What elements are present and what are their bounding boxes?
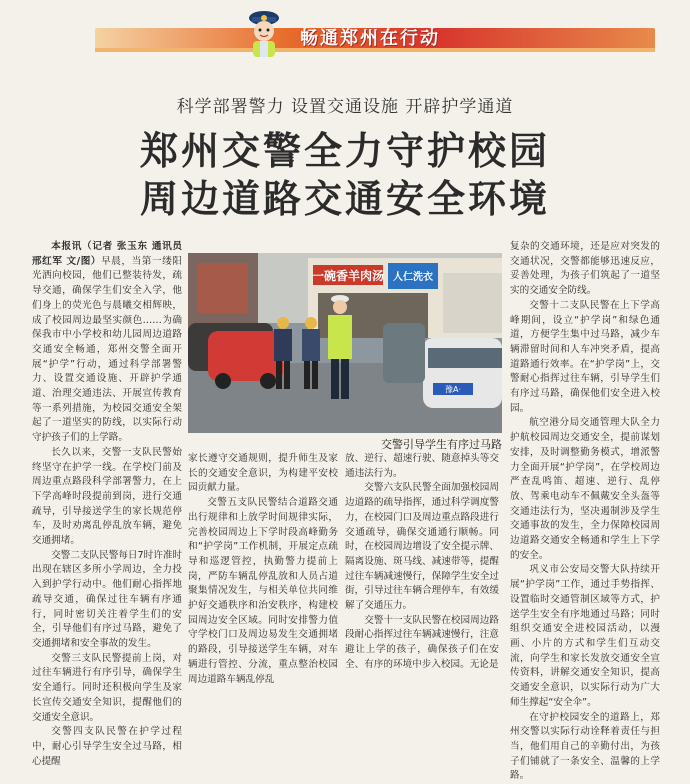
paragraph: 交警二支队民警每日7时许准时出现在辖区多所小学周边，全力投入到护学行动中。他们耐心指挥地疏导交通，确保过往车辆有序通行，同时密切关注着学生们的安全，引导他们有序过马路，避免了交通拥堵和安全事故的发生。 bbox=[32, 549, 182, 652]
shop-sign-2: 人仁洗衣 bbox=[393, 270, 433, 283]
headline-line-2: 周边道路交通安全环境 bbox=[0, 168, 690, 223]
plate-text: 豫A· bbox=[445, 384, 461, 394]
news-photo bbox=[188, 253, 502, 433]
traffic-police-mascot-icon bbox=[238, 6, 290, 58]
paragraph: 在守护校园安全的道路上，郑州交警以实际行动诠释着责任与担当，他们用自己的辛勤付出，为孩子们铺就了一条安全、温馨的上学路。 bbox=[510, 711, 660, 784]
paragraph: 复杂的交通环境，还是应对突发的交通状况，交警都能够迅速反应，妥善处理，为孩子们筑起了一道坚实的交通安全防线。 bbox=[510, 240, 660, 299]
paragraph: 交警十二支队民警在上下学高峰期间，设立“护学岗”和绿色通道，方便学生集中过马路，减少车辆滞留时间和人车冲突矛盾，提高道路通行效率。在“护学岗”上，交警耐心指挥过往车辆，引导学生们有序过马路，确保他们安全进入校园。 bbox=[510, 299, 660, 417]
photo-caption: 交警引导学生有序过马路 bbox=[188, 436, 502, 452]
paragraph: 长久以来，交警一支队民警始终坚守在护学一线。在学校门前及周边重点路段科学部署警力，在上下学高峰时段提前到岗，进行交通疏导，引导接送学生的家长规范停车，及时劝离乱停乱放车辆，避免交通拥堵。 bbox=[32, 446, 182, 549]
paragraph: 家长遵守交通规则，提升师生及家长的交通安全意识，为构建平安校园贡献力量。 bbox=[188, 452, 338, 496]
paragraph: 交警四支队民警在护学过程中，耐心引导学生安全过马路，相心提醒 bbox=[32, 725, 182, 769]
article-column-3 bbox=[345, 452, 499, 662]
paragraph: 航空港分局交通管理大队全力护航校园周边交通安全，提前谋划安排，及时调整勤务模式，增派警力全面开展“护学岗”，在学校周边严查乱鸣笛、超速、逆行、乱停放、驾乘电动车不佩戴安全头盔等交通违法行为，坚决遏制涉及学生交通事故的发生，全力保障校园周边道路交通安全畅通和学生上下学的安全。 bbox=[510, 416, 660, 563]
paragraph: 早晨，当第一缕阳光洒向校园，他们已整装待发，疏导交通，确保学生们安全入学，他们身上的荧光色与晨曦交相辉映，成了校园周边最坚实颜色……为确保我市中小学校和幼儿园周边道路交通安全畅通，郑州交警全面开展“护学”行动，通过科学部署警力、设置交通设施、开辟护学通道、治理交通违法、开展宣传教育等一系列措施，为校园交通安全架起了一道坚实的防线，以实际行动守护孩子们的上学路。 bbox=[32, 256, 182, 443]
paragraph: 交警十一支队民警在校园周边路段耐心指挥过往车辆减速慢行，注意避让上学的孩子，确保孩子们在安全、有序的环境中步入校园。无论是 bbox=[345, 614, 499, 673]
article-column-1 bbox=[32, 240, 182, 660]
article-column-4 bbox=[510, 240, 660, 660]
banner-title: 畅通郑州在行动 bbox=[300, 24, 440, 50]
banner bbox=[0, 0, 690, 62]
paragraph: 巩义市公安局交警大队持续开展“护学岗”工作，通过手势指挥、设置临时交通管制区域等方式，护送学生安全有序地通过马路；同时组织交通安全进校园活动，以漫画、小片的方式和学生们互动交流，向学生和家长发放交通安全宣传资料，讲解交通安全知识，提高交通安全意识，以实际行动为广大师生撑起“安全伞”。 bbox=[510, 563, 660, 710]
paragraph: 交警三支队民警提前上岗，对过往车辆进行有序引导，确保学生安全通行。同时还积极向学生及家长宣传交通安全知识，提醒他们的交通安全意识。 bbox=[32, 652, 182, 726]
paragraph: 交警六支队民警全面加强校园周边道路的疏导指挥，通过科学调度警力，在校园门口及周边重点路段进行交通疏导，确保交通通行顺畅。同时，在校园周边增设了安全提示牌、隔离设施、斑马线、减速带等，提醒过往车辆减速慢行，保障学生安全过街，引导过往车辆合理停车，有效缓解了交通压力。 bbox=[345, 481, 499, 613]
paragraph: 交警五支队民警结合道路交通出行规律和上放学时间规律实际，完善校园周边上下学时段高峰勤务和“护学岗”工作机制，开展定点疏导和巡逻管控，执勤警力提前上岗，严防车辆乱停乱放和人员占道聚集情况发生，与相关单位共同维护好交通秩序和治安秩序，构建校园周边安全区域。同时安排警力值守学校门口及周边易发生交通拥堵的路段，引导接送学生车辆，对车辆进行管控、分流，重点整治校园周边道路车辆乱停乱 bbox=[188, 496, 338, 687]
shop-sign-1: 一碗香羊肉汤 bbox=[312, 268, 384, 283]
headline-line-1: 郑州交警全力守护校园 bbox=[0, 120, 690, 175]
byline: 本报讯（记者 张玉东 通讯员 邢红军 文/图） bbox=[32, 241, 182, 267]
paragraph: 放、逆行、超速行驶、随意掉头等交通违法行为。 bbox=[345, 452, 499, 481]
headline-subtitle: 科学部署警力 设置交通设施 开辟护学通道 bbox=[0, 92, 690, 117]
article-column-2 bbox=[188, 452, 338, 662]
